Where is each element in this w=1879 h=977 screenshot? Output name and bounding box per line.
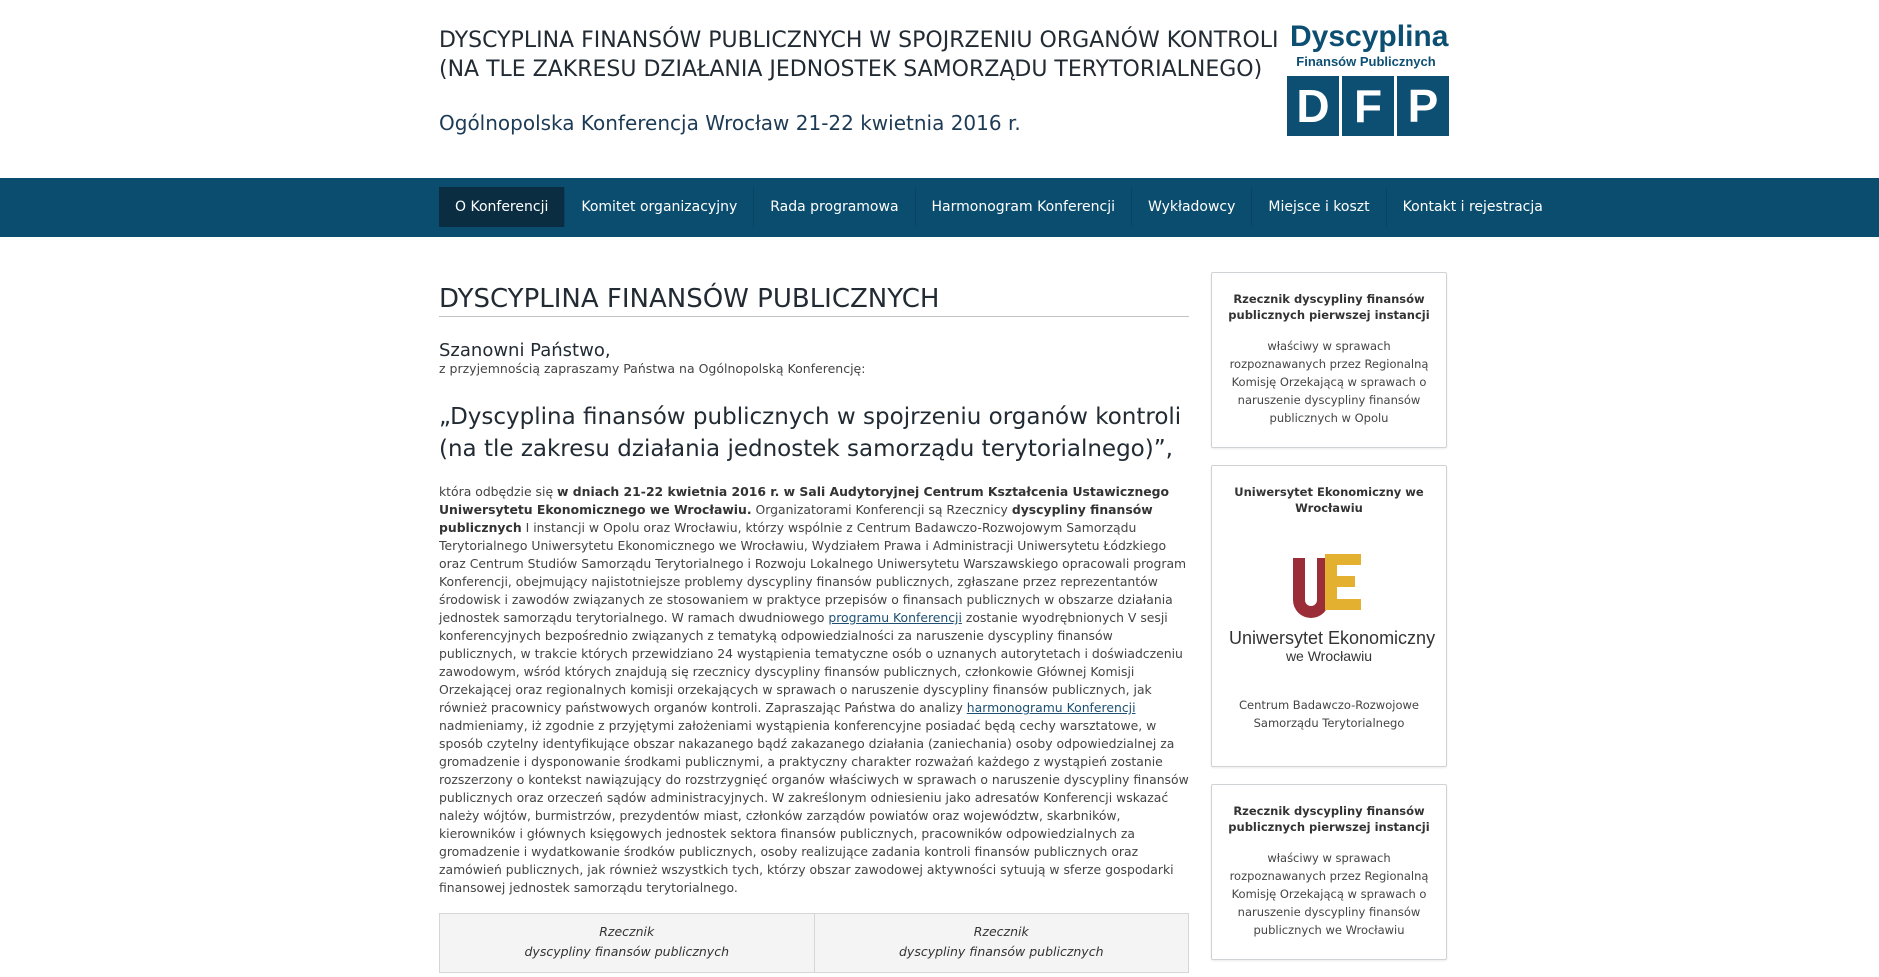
- greeting: Szanowni Państwo,: [439, 340, 611, 361]
- nav-item-rada-programowa[interactable]: Rada programowa: [754, 187, 915, 227]
- nav-item-komitet-organizacyjny[interactable]: Komitet organizacyjny: [565, 187, 754, 227]
- site-title: [439, 26, 1279, 84]
- logo-letter-p: P: [1397, 76, 1449, 136]
- main-navigation: [0, 178, 1879, 237]
- ue-logo-name: Uniwersytet Ekonomiczny: [1229, 628, 1436, 648]
- logo-letters: [1287, 76, 1449, 136]
- site-title-line2: (NA TLE ZAKRESU DZIAŁANIA JEDNOSTEK SAMORZĄDU TERYTORIALNEGO): [439, 57, 1263, 82]
- site-subtitle: Ogólnopolska Konferencja Wrocław 21-22 kwietnia 2016 r.: [439, 111, 1021, 135]
- organizers-table: [439, 913, 1189, 973]
- logo-word: Dyscyplina: [1290, 20, 1449, 53]
- cell-line: dyscypliny finansów publicznych: [898, 944, 1104, 959]
- nav-item-harmonogram[interactable]: Harmonogram Konferencji: [916, 187, 1132, 227]
- body-text: Organizatorami Konferencji są Rzecznicy: [751, 502, 1012, 517]
- conference-title-quote: „Dyscyplina finansów publicznych w spojrzeniu organów kontroli (na tle zakresu działania jednostek samorządu terytorialnego)”,: [439, 404, 1182, 462]
- body-text: nadmieniamy, iż zgodnie z przyjętymi założeniami wystąpienia konferencyjne posiadać będą cechy warsztatowe, w sposób czytelny identyfikujące obszar nakazanego bądź zakazanego działania (zaniechania) osoby odpowiedzialnej za gromadzenie i dysponowanie środkami publicznymi, a praktyczny charakter rozważań każdego z wystąpień zostanie rozszerzony o kontekst nawiązujący do rozstrzygnięć organów właściwych w sprawach o naruszenie dyscypliny finansów publicznych oraz orzeczeń sądów administracyjnych. W zakreślonym odniesieniu jako adresatów Konferencji wskazać należy wójtów, burmistrzów, prezydentów miast, członków zarządów powiatów oraz województw, skarbników, kierowników i głównych księgowych jednostek sektora finansów publicznych, pracowników odpowiedzialnych za gromadzenie i wydatkowanie środków publicznych, osoby realizujące zadania kontroli finansów publicznych oraz zamówień publicznych, jak również wszystkich tych, którzy obszar zawodowej aktywności sytuują w sferze gospodarki finansowej jednostek samorządu terytorialnego.: [439, 718, 1189, 895]
- site-header: [0, 0, 1879, 178]
- main-content: [439, 237, 1189, 973]
- cell-line: Rzecznik: [973, 924, 1029, 939]
- dfp-logo[interactable]: [1284, 20, 1448, 138]
- logo-letter-d: D: [1287, 76, 1339, 136]
- logo-letter-f: F: [1342, 76, 1394, 136]
- ue-logo-e-shape: [1325, 554, 1361, 610]
- nav-item-o-konferencji[interactable]: O Konferencji: [439, 187, 565, 227]
- page-title: DYSCYPLINA FINANSÓW PUBLICZNYCH: [439, 283, 1189, 317]
- card-text: właściwy w sprawach rozpoznawanych przez Regionalną Komisję Orzekającą w sprawach o naruszenie dyscypliny finansów publicznych w Opolu: [1229, 339, 1429, 425]
- body-text: I instancji w Opolu oraz Wrocławiu, którzy wspólnie z Centrum Badawczo-Rozwojowym Samorządu Terytorialnego Uniwersytetu Ekonomicznego we Wrocławiu, Wydziałem Prawa i Administracji Uniwersytetu Łódzkiego oraz Centrum Studiów Samorządu Terytorialnego i Rozwoju Lokalnego Uniwersytetu Warszawskiego opracowali program Konferencji, obejmujący najistotniejsze problemy dyscypliny finansów publicznych, zgłaszane przez reprezentantów środowisk i zawodów związanych ze stosowaniem w praktyce przepisów o finansach publicznych w obszarze działania jednostek samorządu terytorialnego. W ramach dwudniowego: [439, 520, 1187, 625]
- body-paragraph: [439, 483, 1189, 897]
- site-title-line1: DYSCYPLINA FINANSÓW PUBLICZNYCH W SPOJRZENIU ORGANÓW KONTROLI: [439, 28, 1279, 53]
- invite-text: z przyjemnością zapraszamy Państwa na Ogólnopolską Konferencję:: [439, 361, 866, 376]
- body-bold: dyscypliny finansów publicznych: [439, 502, 1153, 535]
- cell-line: dyscypliny finansów publicznych: [524, 944, 729, 959]
- nav-item-miejsce-i-koszt[interactable]: Miejsce i koszt: [1252, 187, 1386, 227]
- ue-logo-city: we Wrocławiu: [1285, 648, 1373, 664]
- ue-logo-u-shape: [1293, 558, 1329, 618]
- card-title: Uniwersytet Ekonomiczny we Wrocławiu: [1234, 485, 1424, 515]
- cell-line: Rzecznik: [599, 924, 655, 939]
- sidebar-card-rzecznik-wroclaw[interactable]: [1211, 784, 1447, 960]
- body-text: zostanie wyodrębnionych V sesji konferencyjnych bezpośrednio związanych z tematyką odpowiedzialności za naruszenie dyscypliny finansów publicznych, w trakcie których przewidziano 24 wystąpienia tematyczne osób o uznanych autorytetach i doświadczeniu zawodowym, wśród których znajdują się rzecznicy dyscypliny finansów publicznych, członkowie Głównej Komisji Orzekającej oraz regionalnych komisji orzekających w sprawach o naruszenie dyscypliny finansów publicznych, jak również pracownicy państwowych organów kontroli. Zapraszając Państwa do analizy: [439, 610, 1183, 715]
- ue-logo: [1229, 554, 1436, 664]
- body-text: która odbędzie się: [439, 484, 558, 499]
- nav-menu: [439, 187, 1559, 227]
- ue-logo-mark-icon: [1293, 554, 1365, 620]
- card-title: Rzecznik dyscypliny finansów publicznych pierwszej instancji: [1228, 804, 1430, 834]
- nav-item-wykladowcy[interactable]: Wykładowcy: [1132, 187, 1252, 227]
- card-title: Rzecznik dyscypliny finansów publicznych pierwszej instancji: [1228, 292, 1430, 322]
- body-bold: w dniach 21-22 kwietnia 2016 r. w Sali Audytoryjnej Centrum Kształcenia Ustawicznego Uniwersytetu Ekonomicznego we Wrocławiu.: [439, 484, 1170, 517]
- organizers-cell: [440, 914, 814, 972]
- sidebar-card-rzecznik-opole[interactable]: [1211, 272, 1447, 448]
- harmonogram-link[interactable]: harmonogramu Konferencji: [966, 700, 1136, 715]
- card-text: właściwy w sprawach rozpoznawanych przez Regionalną Komisję Orzekającą w sprawach o naruszenie dyscypliny finansów publicznych we Wrocławiu: [1229, 851, 1429, 937]
- nav-item-kontakt[interactable]: Kontakt i rejestracja: [1402, 199, 1543, 215]
- card-text: Centrum Badawczo-Rozwojowe Samorządu Terytorialnego: [1239, 698, 1419, 730]
- organizers-cell: [814, 914, 1189, 972]
- sidebar-card-uniwersytet[interactable]: [1211, 465, 1447, 767]
- program-link[interactable]: programu Konferencji: [828, 610, 962, 625]
- sidebar: [1211, 272, 1447, 977]
- logo-subtext: Finansów Publicznych: [1296, 54, 1436, 69]
